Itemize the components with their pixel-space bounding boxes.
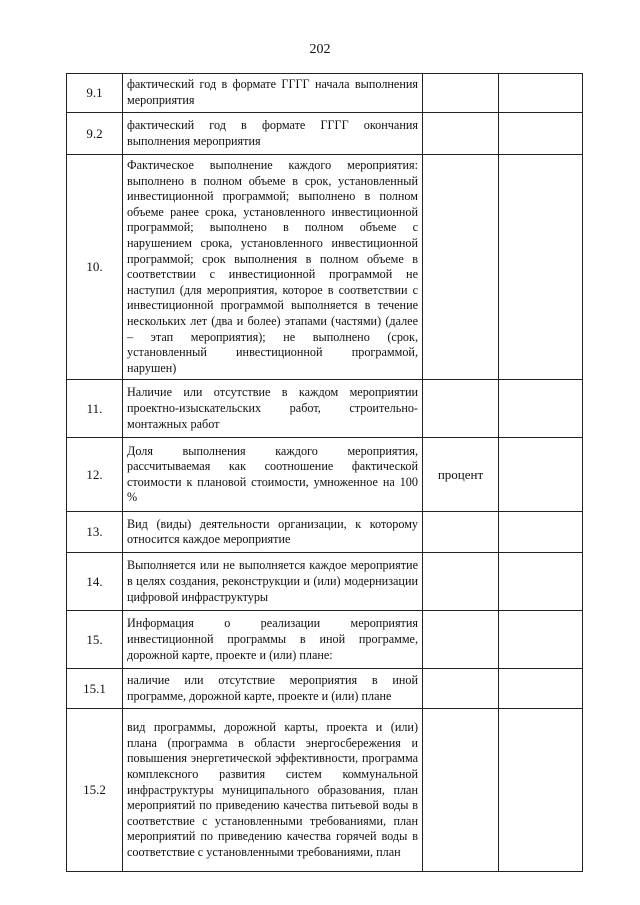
row-description: фактический год в формате ГГГГ начала выполнения мероприятия — [123, 74, 423, 113]
row-unit — [423, 709, 499, 872]
row-value-cell — [499, 155, 583, 380]
row-description: Выполняется или не выполняется каждое мероприятие в целях создания, реконструкции и (или) модернизации цифровой инфраструктуры — [123, 553, 423, 611]
row-unit — [423, 553, 499, 611]
row-description: наличие или отсутствие мероприятия в иной программе, дорожной карте, проекте и (или) плане — [123, 669, 423, 709]
table-row — [67, 669, 583, 709]
row-value-cell — [499, 74, 583, 113]
row-description: Доля выполнения каждого мероприятия, рассчитываемая как соотношение фактической стоимости к плановой стоимости, умноженное на 100 % — [123, 438, 423, 512]
row-value-cell — [499, 438, 583, 512]
page-number: 202 — [309, 42, 331, 57]
row-number: 15. — [67, 611, 123, 669]
table-row — [67, 155, 583, 380]
table-row — [67, 380, 583, 438]
row-description: Наличие или отсутствие в каждом мероприятии проектно-изыскательских работ, строительно-монтажных работ — [123, 380, 423, 438]
row-description: фактический год в формате ГГГГ окончания выполнения мероприятия — [123, 113, 423, 155]
row-number: 9.1 — [67, 74, 123, 113]
row-value-cell — [499, 553, 583, 611]
table-row — [67, 74, 583, 113]
row-number: 10. — [67, 155, 123, 380]
table-row — [67, 512, 583, 553]
row-unit — [423, 74, 499, 113]
table-row — [67, 709, 583, 872]
row-number: 13. — [67, 512, 123, 553]
row-number: 15.1 — [67, 669, 123, 709]
row-value-cell — [499, 611, 583, 669]
row-description: Вид (виды) деятельности организации, к которому относится каждое мероприятие — [123, 512, 423, 553]
row-unit — [423, 113, 499, 155]
row-unit — [423, 512, 499, 553]
row-unit — [423, 380, 499, 438]
row-value-cell — [499, 669, 583, 709]
row-number: 9.2 — [67, 113, 123, 155]
row-unit — [423, 669, 499, 709]
row-unit: процент — [423, 438, 499, 512]
row-number: 12. — [67, 438, 123, 512]
row-unit — [423, 611, 499, 669]
row-description: вид программы, дорожной карты, проекта и (или) плана (программа в области энергосбережения и повышения энергетической эффективности, программа комплексного развития систем коммунальной инфраструктуры муниципального образования, план мероприятий по приведению качества питьевой воды в соответствие с установленными требованиями, план мероприятий по приведению качества горячей воды в соответствие с установленными требованиями, план — [123, 709, 423, 872]
row-value-cell — [499, 380, 583, 438]
table-row — [67, 553, 583, 611]
row-description: Фактическое выполнение каждого мероприятия: выполнено в полном объеме в срок, установленный инвестиционной программой; выполнено в полном объеме ранее срока, установленного инвестиционной программой; выполнено в полном объеме с нарушением срока, установленного инвестиционной программой; срок выполнения в полном объеме в соответствии с инвестиционной программой не наступил (для мероприятия, которое в соответствии с инвестиционной программой выполняется в течение нескольких лет (два и более) этапами (частями) (далее – этап мероприятия); не выполнено (срок, установленный инвестиционной программой, нарушен) — [123, 155, 423, 380]
row-value-cell — [499, 113, 583, 155]
table-row — [67, 438, 583, 512]
row-number: 11. — [67, 380, 123, 438]
row-value-cell — [499, 512, 583, 553]
row-unit — [423, 155, 499, 380]
table-row — [67, 113, 583, 155]
row-description: Информация о реализации мероприятия инвестиционной программы в иной программе, дорожной карте, проекте и (или) плане: — [123, 611, 423, 669]
requirements-table — [66, 73, 583, 872]
row-number: 14. — [67, 553, 123, 611]
row-number: 15.2 — [67, 709, 123, 872]
table-row — [67, 611, 583, 669]
row-value-cell — [499, 709, 583, 872]
